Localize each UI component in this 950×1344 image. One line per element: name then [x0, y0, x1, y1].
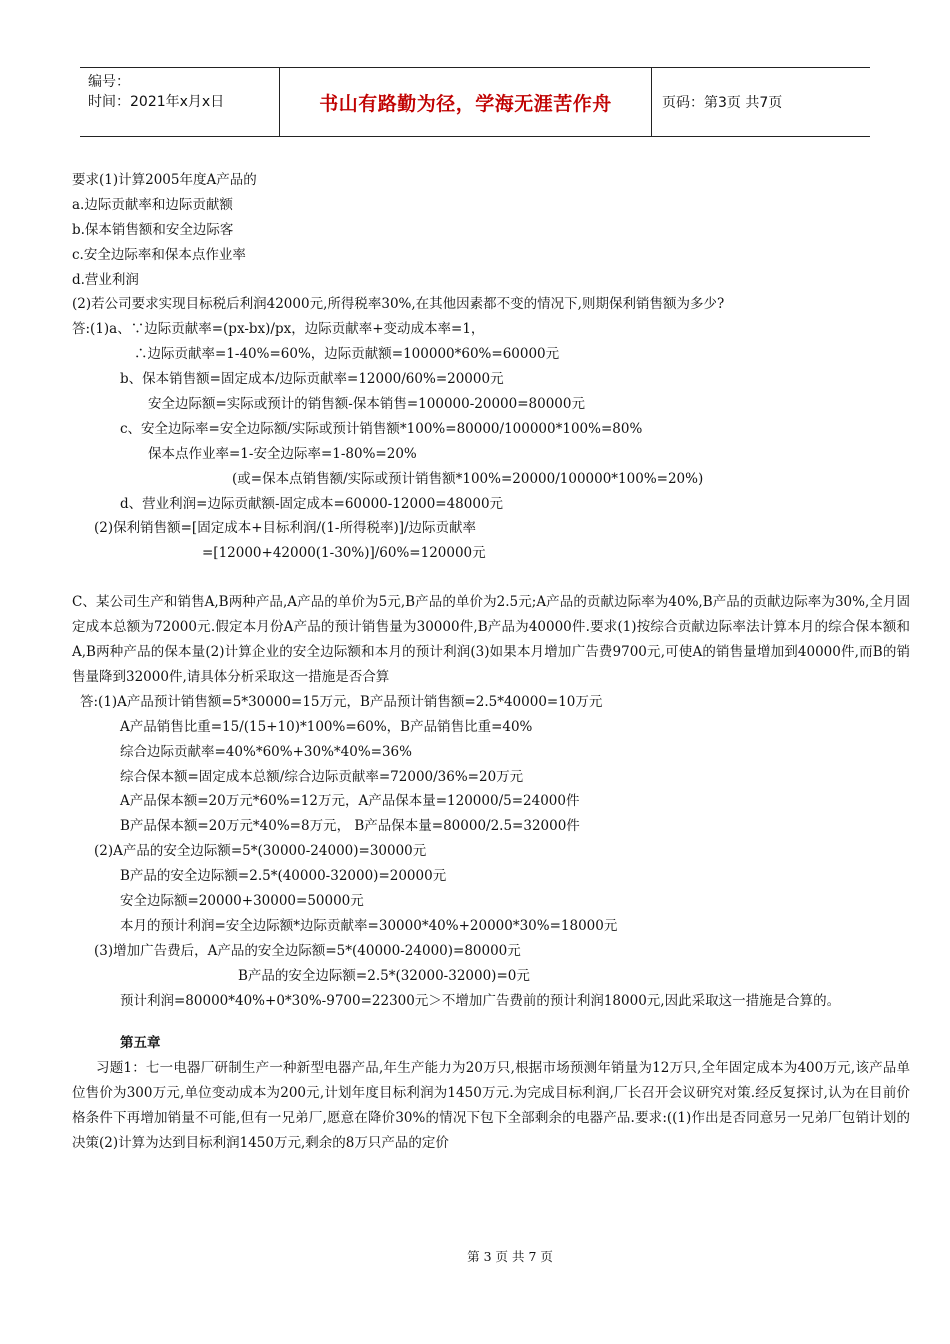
spacer: [72, 1013, 910, 1031]
question-c-text: C、某公司生产和销售A,B两种产品,A产品的单价为5元,B产品的单价为2.5元;A产品的贡献边际率为40%,B产品的贡献边际率为30%,全月固定成本总额为72000元.假定本月份A产品的预计销售量为30000件,B产品为40000件.要求(1)按综合贡献边际率法计算本月的综合保本额和A,B两种产品的保本量(2)计算企业的安全边际额和本月的预计利润(3)如果本月增加广告费9700元,可使A的销售量增加到40000件,而B的销售量降到32000件,请具体分析采取这一措施是否合算: [72, 594, 910, 685]
question-line: (2)若公司要求实现目标税后利润42000元,所得税率30%,在其他因素都不变的情况下,则期保利销售额为多少?: [72, 296, 725, 313]
header-left-cell: [80, 68, 280, 136]
answer-line: (或=保本点销售额/实际或预计销售额*100%=20000/100000*100%=20%): [232, 470, 704, 487]
answer-line: d、营业利润=边际贡献额-固定成本=60000-12000=48000元: [120, 495, 504, 512]
answer-line: A产品保本额=20万元*60%=12万元，A产品保本量=120000/5=24000件: [120, 793, 580, 810]
answer-line: A产品销售比重=15/(15+10)*100%=60%，B产品销售比重=40%: [120, 718, 533, 735]
exercise-paragraph: [72, 1056, 910, 1156]
page-label: 页码：第3页 共7页: [662, 95, 783, 111]
answer-line: B产品的安全边际额=2.5*(32000-32000)=0元: [238, 967, 530, 984]
answer-line: 安全边际额=实际或预计的销售额-保本销售=100000-20000=80000元: [148, 396, 585, 413]
number-label: 编号：: [88, 74, 130, 90]
question-line: 要求(1)计算2005年度A产品的: [72, 172, 257, 188]
conclusion-text: 预计利润=80000*40%+0*30%-9700=22300元＞不增加广告费前的预计利润18000元,因此采取这一措施是合算的。: [120, 992, 841, 1009]
page-footer: 第 3 页 共 7 页: [467, 1249, 553, 1264]
motto-text: 书山有路勤为径，学海无涯苦作舟: [319, 92, 612, 115]
question-line: d.营业利润: [72, 271, 139, 288]
page-header: [80, 67, 870, 137]
conclusion-paragraph: [72, 989, 910, 1014]
header-page-cell: [652, 68, 870, 136]
exercise-text: 习题1：七一电器厂研制生产一种新型电器产品,年生产能力为20万只,根据市场预测年销量为12万只,全年固定成本为400万元,该产品单位售价为300万元,单位变动成本为200元,计划年度目标利润为1450万元.为完成目标利润,厂长召开会议研究对策.经反复探讨,认为在目前价格条件下再增加销量不可能,但有一兄弟厂,愿意在降价30%的情况下包下全部剩余的电器产品.要求:((1)作出是否同意另一兄弟厂包销计划的决策(2)计算为达到目标利润1450万元,剩余的8万只产品的定价: [72, 1060, 910, 1152]
header-motto-cell: [280, 68, 652, 136]
question-paragraph: [72, 590, 910, 690]
answer-line: (2)保利销售额=[固定成本+目标利润/(1-所得税率)]/边际贡献率: [94, 520, 477, 537]
answer-line: 答:(1)A产品预计销售额=5*30000=15万元，B产品预计销售额=2.5*40000=10万元: [80, 693, 603, 710]
question-line: b.保本销售额和安全边际客: [72, 221, 234, 238]
answer-line: =[12000+42000(1-30%)]/60%=120000元: [202, 545, 486, 562]
answer-line: ∴边际贡献率=1-40%=60%，边际贡献额=100000*60%=60000元: [134, 346, 560, 363]
answer-line: (2)A产品的安全边际额=5*(30000-24000)=30000元: [94, 843, 427, 860]
answer-line: 综合保本额=固定成本总额/综合边际贡献率=72000/36%=20万元: [120, 768, 524, 785]
answer-line: 本月的预计利润=安全边际额*边际贡献率=30000*40%+20000*30%=18000元: [120, 917, 618, 934]
answer-line: 保本点作业率=1-安全边际率=1-80%=20%: [148, 445, 417, 462]
answer-line: 安全边际额=20000+30000=50000元: [120, 893, 364, 909]
document-body: [72, 168, 910, 1156]
answer-line: c、安全边际率=安全边际额/实际或预计销售额*100%=80000/100000*100%=80%: [120, 420, 643, 437]
answer-line: (3)增加广告费后，A产品的安全边际额=5*(40000-24000)=80000元: [94, 942, 521, 959]
answer-line: B产品的安全边际额=2.5*(40000-32000)=20000元: [120, 868, 447, 885]
answer-line: B产品保本额=20万元*40%=8万元， B产品保本量=80000/2.5=32000件: [120, 818, 580, 835]
chapter-title: 第五章: [120, 1035, 161, 1052]
spacer: [72, 566, 910, 590]
answer-line: 综合边际贡献率=40%*60%+30%*40%=36%: [120, 743, 412, 760]
answer-line: 答:(1)a、∵边际贡献率=(px-bx)/px，边际贡献率+变动成本率=1，: [72, 321, 485, 338]
question-line: a.边际贡献率和边际贡献额: [72, 196, 233, 213]
answer-line: b、保本销售额=固定成本/边际贡献率=12000/60%=20000元: [120, 371, 504, 388]
date-label: 时间：2021年x月x日: [88, 94, 225, 110]
question-line: c.安全边际率和保本点作业率: [72, 246, 246, 263]
